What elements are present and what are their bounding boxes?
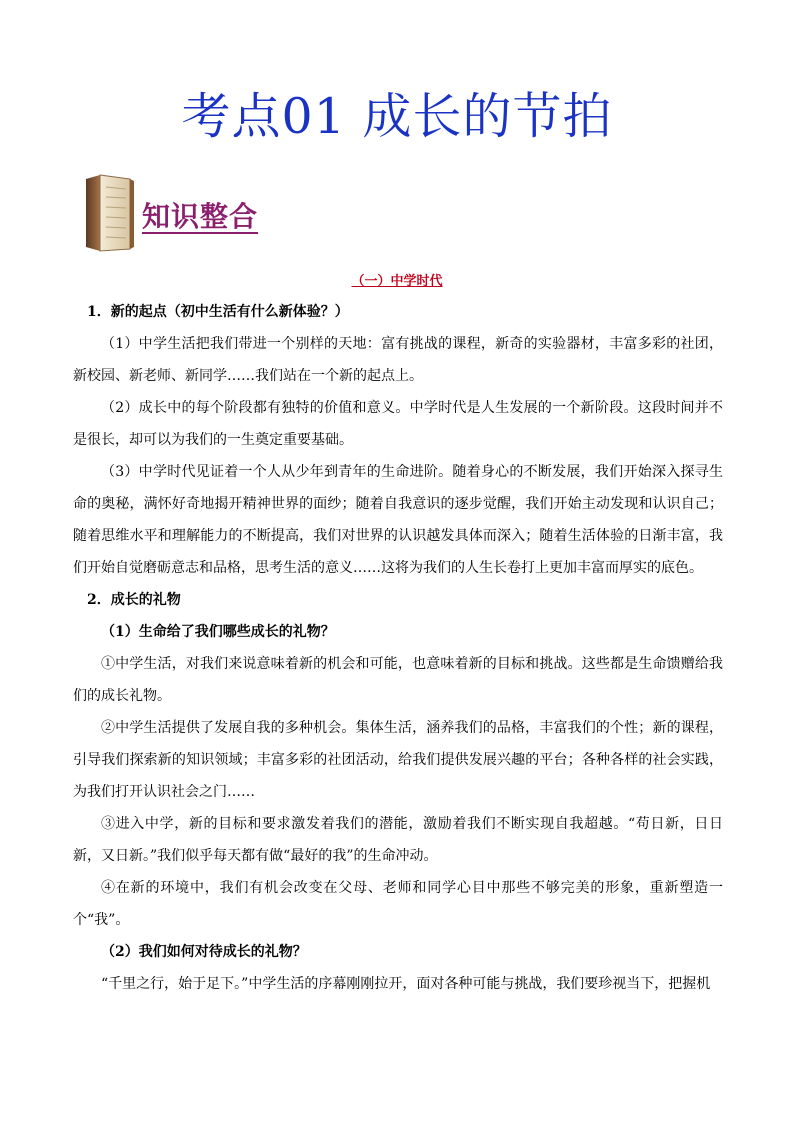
- paragraph: ①中学生活，对我们来说意味着新的机会和可能，也意味着新的目标和挑战。这些都是生命馈赠给我们的成长礼物。: [73, 656, 723, 704]
- paragraph-heading: （2）我们如何对待成长的礼物？: [101, 944, 307, 960]
- paragraph: “千里之行，始于足下。”中学生活的序幕刚刚拉开，面对各种可能与挑战，我们要珍视当下，把握机: [101, 976, 711, 992]
- banner-label: 知识整合: [142, 200, 259, 233]
- paragraph: （2）成长中的每个阶段都有独特的价值和意义。中学时代是人生发展的一个新阶段。这段时间并不是很长，却可以为我们的一生奠定重要基础。: [73, 400, 723, 448]
- paragraph-heading: 2．成长的礼物: [87, 592, 181, 608]
- paragraph: （3）中学时代见证着一个人从少年到青年的生命进阶。随着身心的不断发展，我们开始深入探寻生命的奥秘，满怀好奇地揭开精神世界的面纱；随着自我意识的逐步觉醒，我们开始主动发现和认识自己；随着思维水平和理解能力的不断提高，我们对世界的认识越发具体而深入；随着生活体验的日渐丰富，我们开始自觉磨砺意志和品格，思考生活的意义……这将为我们的人生长卷打上更加丰富而厚实的底色。: [73, 464, 723, 576]
- paragraph: ②中学生活提供了发展自我的多种机会。集体生活，涵养我们的品格，丰富我们的个性；新的课程，引导我们探索新的知识领域；丰富多彩的社团活动，给我们提供发展兴趣的平台；各种各样的社会实践，为我们打开认识社会之门……: [73, 720, 723, 800]
- knowledge-banner: [80, 173, 300, 253]
- paragraph-heading: 1．新的起点（初中生活有什么新体验？）: [87, 304, 349, 320]
- book-icon: [80, 173, 138, 253]
- paragraph: ④在新的环境中，我们有机会改变在父母、老师和同学心目中那些不够完美的形象，重新塑造一个“我”。: [73, 880, 723, 928]
- paragraph-heading: （1）生命给了我们哪些成长的礼物？: [101, 624, 335, 640]
- paragraph: ③进入中学，新的目标和要求激发着我们的潜能，激励着我们不断实现自我超越。“苟日新，日日新，又日新。”我们似乎每天都有做“最好的我”的生命冲动。: [73, 816, 723, 864]
- content-body: [73, 296, 723, 1000]
- page-title: 考点01 成长的节拍: [181, 88, 613, 145]
- section-header: （一）中学时代: [351, 274, 443, 289]
- paragraph: （1）中学生活把我们带进一个别样的天地：富有挑战的课程，新奇的实验器材，丰富多彩的社团，新校园、新老师、新同学……我们站在一个新的起点上。: [73, 336, 723, 384]
